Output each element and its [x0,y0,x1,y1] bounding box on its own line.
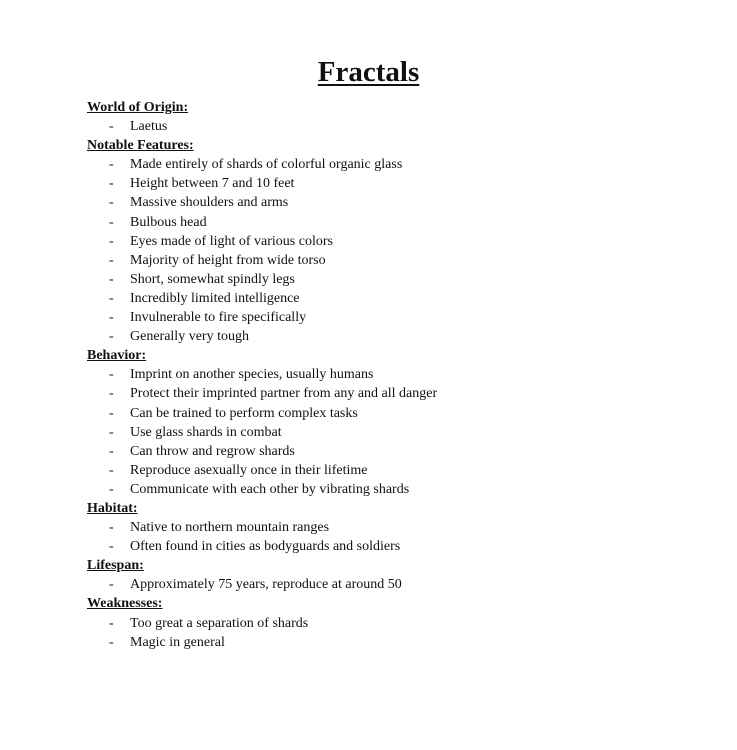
bullet-dash: - [109,290,114,306]
list-item [87,404,707,423]
bullet-dash: - [109,443,114,459]
section-heading: Behavior: [87,348,147,364]
section-behavior [87,346,707,499]
item-list [87,117,707,136]
list-item [87,614,707,633]
list-item [87,365,707,384]
list-item [87,117,707,136]
section-habitat [87,499,707,556]
list-item-text: Imprint on another species, usually humans [130,367,374,383]
list-item-text: Use glass shards in combat [130,424,282,440]
bullet-dash: - [109,424,114,440]
list-item-text: Massive shoulders and arms [130,195,289,211]
bullet-dash: - [109,176,114,192]
bullet-dash: - [109,481,114,497]
list-item-text: Majority of height from wide torso [130,252,326,268]
bullet-dash: - [109,252,114,268]
list-item-text: Short, somewhat spindly legs [130,271,295,287]
item-list [87,155,707,346]
bullet-dash: - [109,329,114,345]
list-item-text: Eyes made of light of various colors [130,233,333,249]
section-heading: Habitat: [87,500,138,516]
section-heading: Lifespan: [87,558,144,574]
list-item [87,575,707,594]
item-list [87,518,707,556]
list-item-text: Often found in cities as bodyguards and soldiers [130,539,401,555]
list-item-text: Laetus [130,119,168,135]
list-item [87,251,707,270]
section-world-of-origin [87,98,707,136]
list-item [87,327,707,346]
list-item [87,442,707,461]
list-item-text: Communicate with each other by vibrating shards [130,481,410,497]
bullet-dash: - [109,119,114,135]
bullet-dash: - [109,577,114,593]
list-item [87,213,707,232]
list-item-text: Made entirely of shards of colorful organic glass [130,157,403,173]
section-heading: World of Origin: [87,100,189,115]
item-list [87,614,707,652]
list-item [87,289,707,308]
list-item [87,480,707,499]
bullet-dash: - [109,195,114,211]
section-heading: Notable Features: [87,138,194,154]
list-item-text: Can throw and regrow shards [130,443,295,459]
bullet-dash: - [109,405,114,421]
list-item-text: Incredibly limited intelligence [130,290,300,306]
bullet-dash: - [109,233,114,249]
bullet-dash: - [109,310,114,326]
list-item-text: Protect their imprinted partner from any and all danger [130,386,438,402]
item-list [87,365,707,499]
section-heading: Weaknesses: [87,596,163,612]
list-item-text: Bulbous head [130,214,207,230]
bullet-dash: - [109,386,114,402]
list-item [87,518,707,537]
list-item [87,193,707,212]
list-item-text: Magic in general [130,634,225,650]
bullet-dash: - [109,520,114,536]
bullet-dash: - [109,157,114,173]
bullet-dash: - [109,615,114,631]
list-item [87,270,707,289]
list-item [87,232,707,251]
list-item-text: Invulnerable to fire specifically [130,310,307,326]
list-item [87,155,707,174]
list-item [87,537,707,556]
list-item [87,461,707,480]
list-item-text: Reproduce asexually once in their lifetime [130,462,368,478]
document-body [87,98,707,652]
list-item-text: Too great a separation of shards [130,615,309,631]
section-lifespan [87,556,707,594]
list-item [87,423,707,442]
list-item [87,174,707,193]
list-item [87,308,707,327]
bullet-dash: - [109,539,114,555]
section-notable-features [87,136,707,346]
list-item-text: Approximately 75 years, reproduce at around 50 [130,577,402,593]
bullet-dash: - [109,367,114,383]
list-item [87,633,707,652]
page-title: Fractals [317,56,420,88]
section-weaknesses [87,594,707,651]
bullet-dash: - [109,634,114,650]
list-item-text: Can be trained to perform complex tasks [130,405,358,421]
item-list [87,575,707,594]
list-item-text: Generally very tough [130,329,249,345]
list-item-text: Height between 7 and 10 feet [130,176,295,192]
bullet-dash: - [109,271,114,287]
bullet-dash: - [109,462,114,478]
bullet-dash: - [109,214,114,230]
list-item-text: Native to northern mountain ranges [130,520,330,536]
list-item [87,384,707,403]
